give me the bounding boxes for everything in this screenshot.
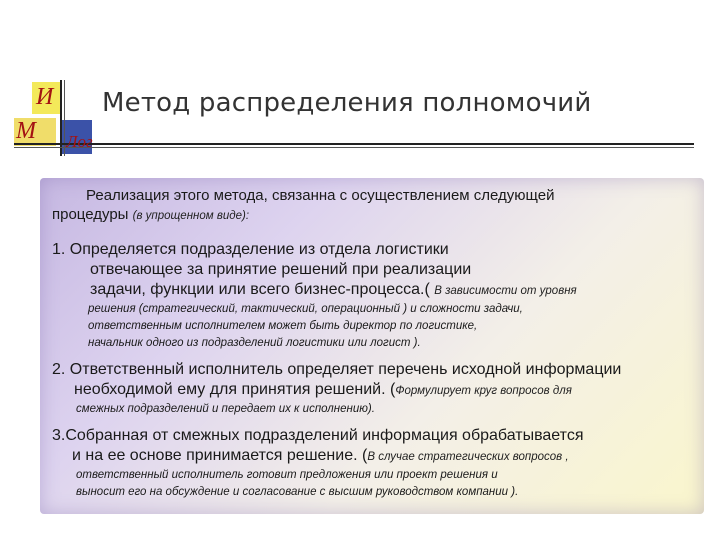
item-1-note-2: ответственным исполнителем может быть директор по логистике, [88, 320, 478, 332]
logo-letter-left: М [16, 118, 36, 144]
item-3-note-2: выносит его на обсуждение и согласование с высшим руководством компании ). [76, 486, 519, 498]
item-1-line-3-wrap [52, 280, 702, 301]
slide-body [52, 186, 702, 501]
item-2-line-2: необходимой ему для принятия решений. ( [74, 381, 396, 398]
item-1-note-3: начальник одного из подразделений логистики или логист ). [88, 337, 421, 349]
item-1-line-2: отвечающее за принятие решений при реализации [90, 261, 472, 278]
item-2-line-1: 2. Ответственный исполнитель определяет перечень исходной информации [52, 361, 622, 378]
item-1-line-1: 1. Определяется подразделение из отдела логистики [52, 241, 449, 258]
intro-paragraph [52, 186, 702, 226]
item-3-note-inline: В случае стратегических вопросов , [367, 451, 569, 463]
item-3-note-1: ответственный исполнитель готовит предложения или проект решения и [76, 469, 498, 481]
logo-letter-bottom: Лог [66, 132, 93, 151]
intro-line-1: Реализация этого метода, связанна с осуществлением следующей [86, 187, 555, 204]
list-item-1 [52, 240, 702, 352]
item-3-line-2: и на ее основе принимается решение. ( [72, 447, 368, 464]
list-item-2 [52, 360, 702, 418]
item-3-line-1: 3.Собранная от смежных подразделений информация обрабатывается [52, 427, 584, 444]
item-3-line-2-wrap [52, 446, 702, 467]
list-item-3 [52, 426, 702, 501]
item-1-note-inline: В зависимости от уровня [434, 285, 577, 297]
logo-horizontal-line [14, 143, 694, 145]
intro-line-2: процедуры [52, 206, 129, 223]
company-logo [0, 0, 110, 175]
logo-horizontal-line-2 [14, 147, 694, 148]
item-2-note-inline: Формулирует круг вопросов для [395, 385, 572, 397]
item-1-note-1: решения (стратегический, тактический, операционный ) и сложности задачи, [88, 303, 523, 315]
item-1-line-3: задачи, функции или всего бизнес-процесса.( [90, 281, 430, 298]
item-2-line-2-wrap [52, 380, 702, 401]
intro-note: (в упрощенном виде): [132, 210, 250, 222]
slide-title: Метод распределения полномочий [102, 88, 592, 118]
logo-letter-top: И [36, 84, 54, 110]
item-2-note-1: смежных подразделений и передает их к исполнению). [76, 403, 375, 415]
